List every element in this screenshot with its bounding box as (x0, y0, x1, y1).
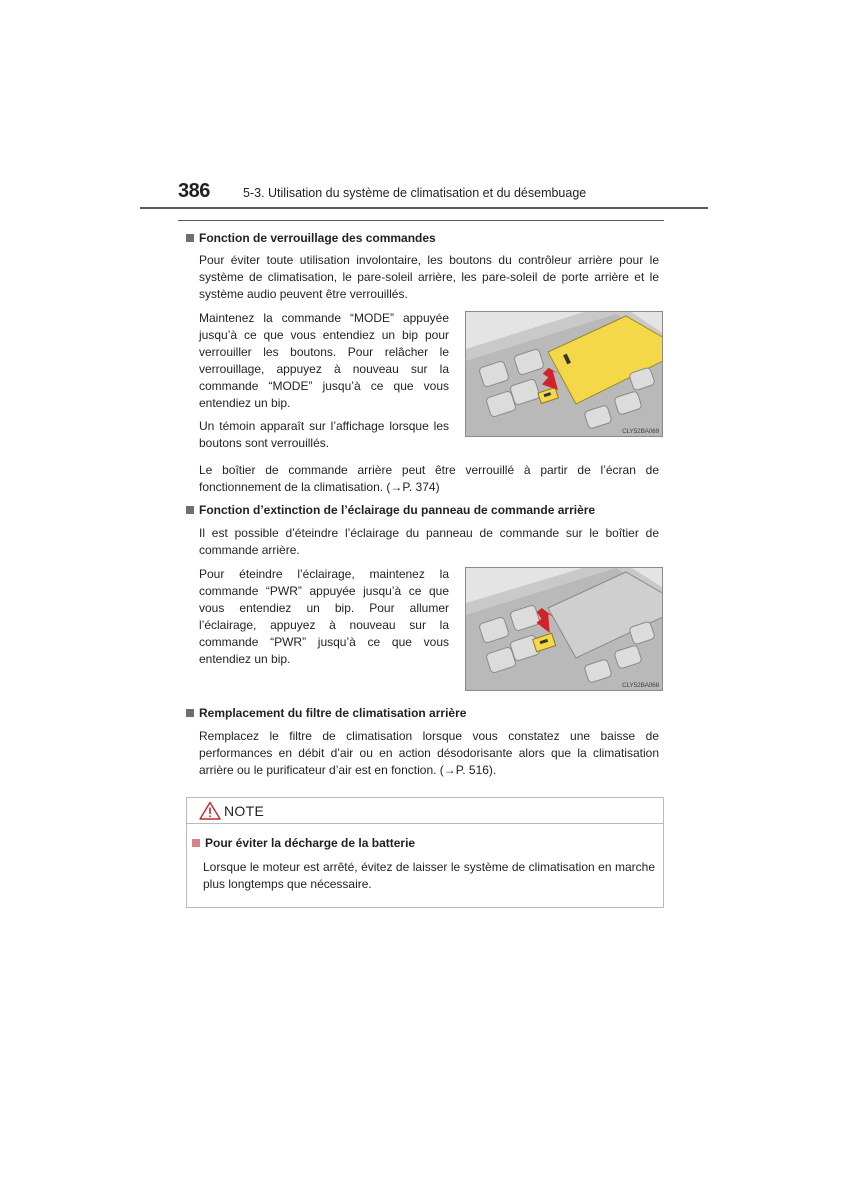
chapter-title: 5-3. Utilisation du système de climatisation et du désembuage (243, 186, 587, 200)
section-heading-light-off: Fonction d’extinction de l’éclairage du panneau de commande arrière (186, 503, 595, 517)
note-header (187, 798, 663, 824)
figure-mode-button (465, 311, 663, 437)
lock-indicator-note: Un témoin apparaît sur l’affichage lorsque les boutons sont verrouillés. (199, 419, 449, 450)
page-number: 386 (178, 180, 210, 202)
bullet-square-icon (186, 234, 194, 242)
figure-pwr-button (465, 567, 663, 691)
control-panel-illustration-pwr (466, 568, 662, 690)
note-paragraph: Lorsque le moteur est arrêté, évitez de laisser le système de climatisation en marche plus longtemps que nécessaire. (203, 860, 655, 891)
figure-code: CLY52BA068 (622, 682, 659, 689)
lock-instructions: Maintenez la commande “MODE” appuyée jusqu’à ce que vous entendiez un bip pour verrouiller les boutons. Pour relâcher le verrouillage, appuyez à nouveau sur la commande “MODE” jusqu’à ce que vous entendiez un bip. (199, 311, 449, 410)
light-off-intro: Il est possible d’éteindre l’éclairage du panneau de commande sur le boîtier de commande arrière. (199, 526, 659, 557)
bullet-square-icon (186, 709, 194, 717)
lock-intro: Pour éviter toute utilisation involontaire, les boutons du contrôleur arrière pour le système de climatisation, le pare-soleil arrière, les pare-soleil de porte arrière et le système audio peuvent être verrouillés. (199, 253, 659, 301)
section-heading-filter: Remplacement du filtre de climatisation arrière (186, 706, 466, 720)
header-rule-thin (178, 220, 664, 221)
bullet-square-icon (186, 506, 194, 514)
light-off-instructions: Pour éteindre l’éclairage, maintenez la commande “PWR” appuyée jusqu’à ce que vous entendiez un bip. Pour allumer l’éclairage, appuyez à nouveau sur la commande “PWR” jusqu’à ce que vous entendiez un bip. (199, 567, 449, 666)
note-label: NOTE (224, 803, 265, 819)
header-rule (140, 207, 708, 209)
note-box (186, 797, 664, 908)
warning-triangle-icon (199, 801, 221, 820)
figure-code: CLY52BA069 (622, 428, 659, 435)
control-panel-illustration-mode (466, 312, 662, 436)
note-heading: Pour éviter la décharge de la batterie (192, 836, 415, 850)
filter-paragraph: Remplacez le filtre de climatisation lorsque vous constatez une baisse de performances en débit d’air ou en action désodorisante alors que la climatisation arrière ou le purificateur d’air est en fonction. (→P. 516). (199, 729, 659, 777)
bullet-square-icon (192, 839, 200, 847)
section-heading-lock: Fonction de verrouillage des commandes (186, 231, 436, 245)
lock-screen-note: Le boîtier de commande arrière peut être verrouillé à partir de l’écran de fonctionnement de la climatisation. (→P. 374) (199, 463, 659, 494)
